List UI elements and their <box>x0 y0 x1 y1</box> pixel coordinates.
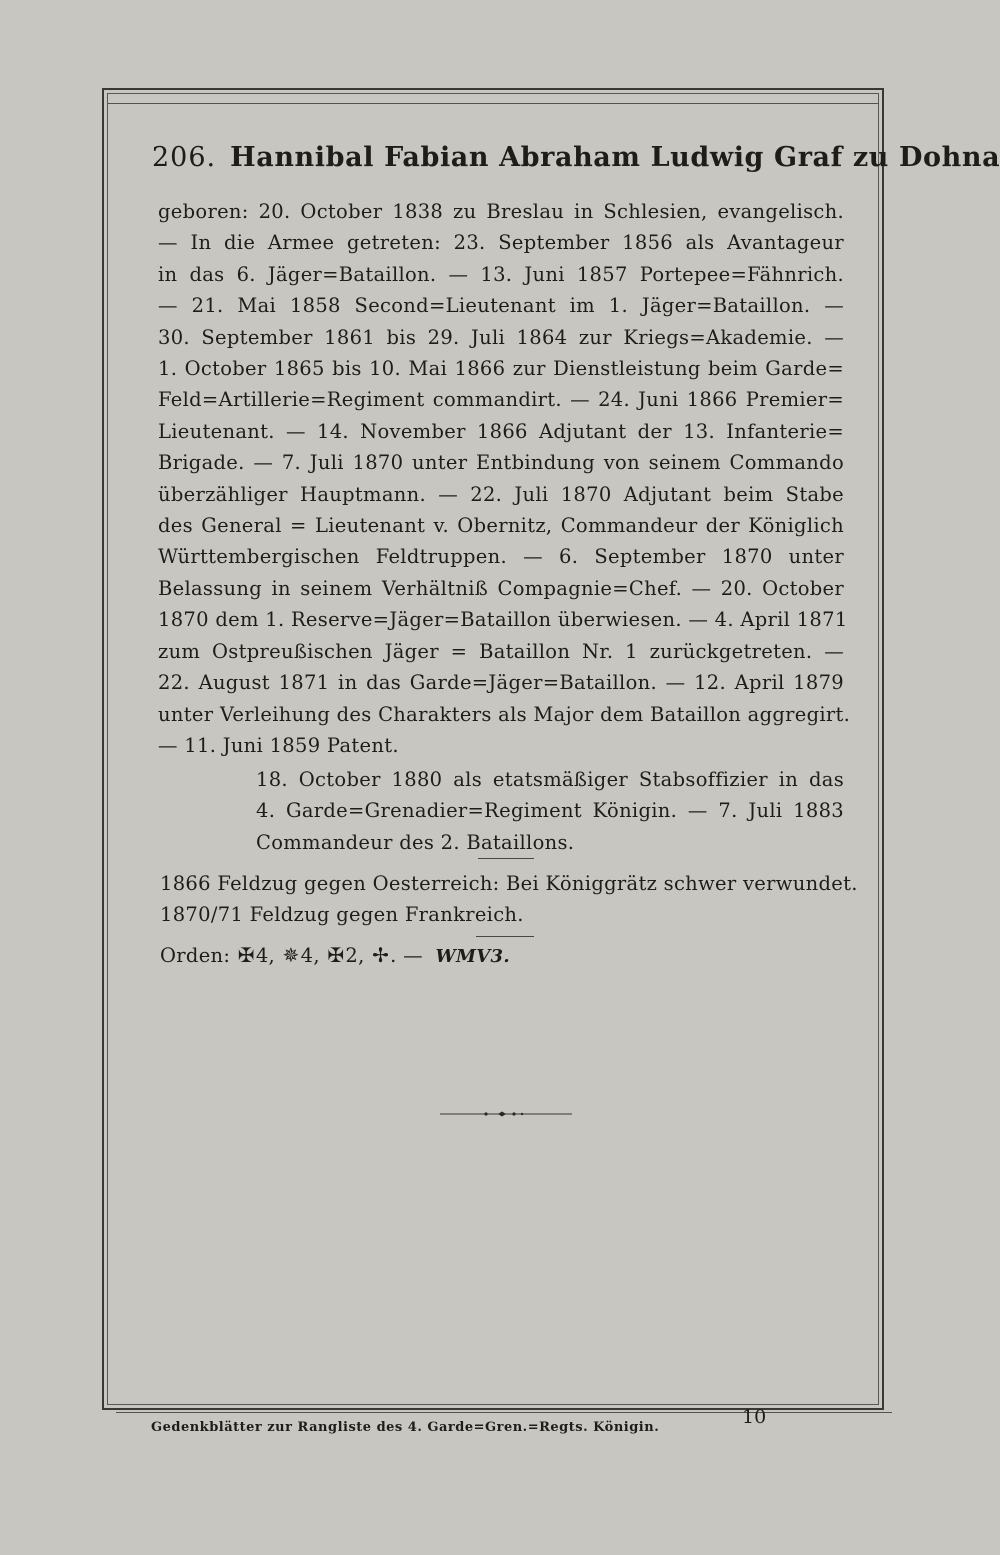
entry-heading <box>152 142 1000 173</box>
iron-cross-icon: ✠ <box>327 943 345 967</box>
body-line: Lieutenant. — 14. November 1866 Adjutant der 13. Infanterie= <box>158 419 844 443</box>
body-line: Württembergischen Feldtruppen. — 6. September 1870 unter <box>158 545 844 569</box>
body-line: Feld=Artillerie=Regiment commandirt. — 24. Juni 1866 Premier= <box>158 388 844 412</box>
body-line: des General = Lieutenant v. Obernitz, Commandeur der Königlich <box>158 514 844 538</box>
body-line: — 21. Mai 1858 Second=Lieutenant im 1. Jäger=Bataillon. — <box>158 294 844 318</box>
indent-line: 18. October 1880 als etatsmäßiger Stabsoffizier in das <box>256 768 844 791</box>
body-line: überzähliger Hauptmann. — 22. Juli 1870 Adjutant beim Stabe <box>158 482 844 506</box>
section-divider <box>478 858 534 859</box>
ornament-divider <box>440 1110 572 1118</box>
orders-separator: — <box>403 944 423 967</box>
campaigns-text <box>160 868 858 931</box>
orders-label: Orden: <box>160 944 231 967</box>
body-line: Belassung in seinem Verhältniß Compagnie=Chef. — 20. October <box>158 576 844 600</box>
body-line: unter Verleihung des Charakters als Major dem Bataillon aggregirt. <box>158 702 851 726</box>
body-line: 30. September 1861 bis 29. Juli 1864 zur Kriegs=Akademie. — <box>158 325 844 349</box>
campaign-line: 1870/71 Feldzug gegen Frankreich. <box>160 903 524 927</box>
body-line: 22. August 1871 in das Garde=Jäger=Bataillon. — 12. April 1879 <box>158 671 844 695</box>
indent-line: Commandeur des 2. Bataillons. <box>256 830 575 854</box>
orders-suffix: WMV3. <box>435 946 510 967</box>
later-career-text <box>256 764 844 858</box>
star-order-icon: ✵ <box>282 943 300 967</box>
body-line: — 11. Juni 1859 Patent. <box>158 733 399 757</box>
footer-title: Gedenkblätter zur Rangliste des 4. Garde=Gren.=Regts. Königin. <box>151 1420 660 1435</box>
orders-line <box>160 943 860 967</box>
body-line: in das 6. Jäger=Bataillon. — 13. Juni 1857 Portepee=Fähnrich. <box>158 262 844 286</box>
campaign-line: 1866 Feldzug gegen Oesterreich: Bei Königgrätz schwer verwundet. <box>160 872 858 895</box>
body-line: — In die Armee getreten: 23. September 1856 als Avantageur <box>158 231 844 255</box>
order-class: 4, <box>300 944 320 967</box>
body-line: Brigade. — 7. Juli 1870 unter Entbindung von seinem Commando <box>158 451 844 475</box>
body-line: geboren: 20. October 1838 zu Breslau in Schlesien, evangelisch. <box>158 200 844 223</box>
biography-text <box>158 196 851 761</box>
body-line: zum Ostpreußischen Jäger = Bataillon Nr. 1 zurückgetreten. — <box>158 639 844 663</box>
frame-bottom-rule <box>116 1412 892 1413</box>
order-class: 4, <box>255 944 276 967</box>
page-number: 10 <box>742 1406 767 1428</box>
body-line: 1. October 1865 bis 10. Mai 1866 zur Dienstleistung beim Garde= <box>158 357 844 381</box>
order-class: . <box>390 944 397 967</box>
cross-icon: ✠ <box>237 943 255 967</box>
body-line: 1870 dem 1. Reserve=Jäger=Bataillon überwiesen. — 4. April 1871 <box>158 608 848 632</box>
entry-number: 206. <box>152 142 217 173</box>
entry-name: Hannibal Fabian Abraham Ludwig Graf zu Dohna <box>230 142 1000 173</box>
small-cross-icon: ✢ <box>372 943 390 967</box>
order-class: 2, <box>345 944 365 967</box>
indent-line: 4. Garde=Grenadier=Regiment Königin. — 7. Juli 1883 <box>256 799 844 823</box>
section-divider <box>476 936 534 937</box>
